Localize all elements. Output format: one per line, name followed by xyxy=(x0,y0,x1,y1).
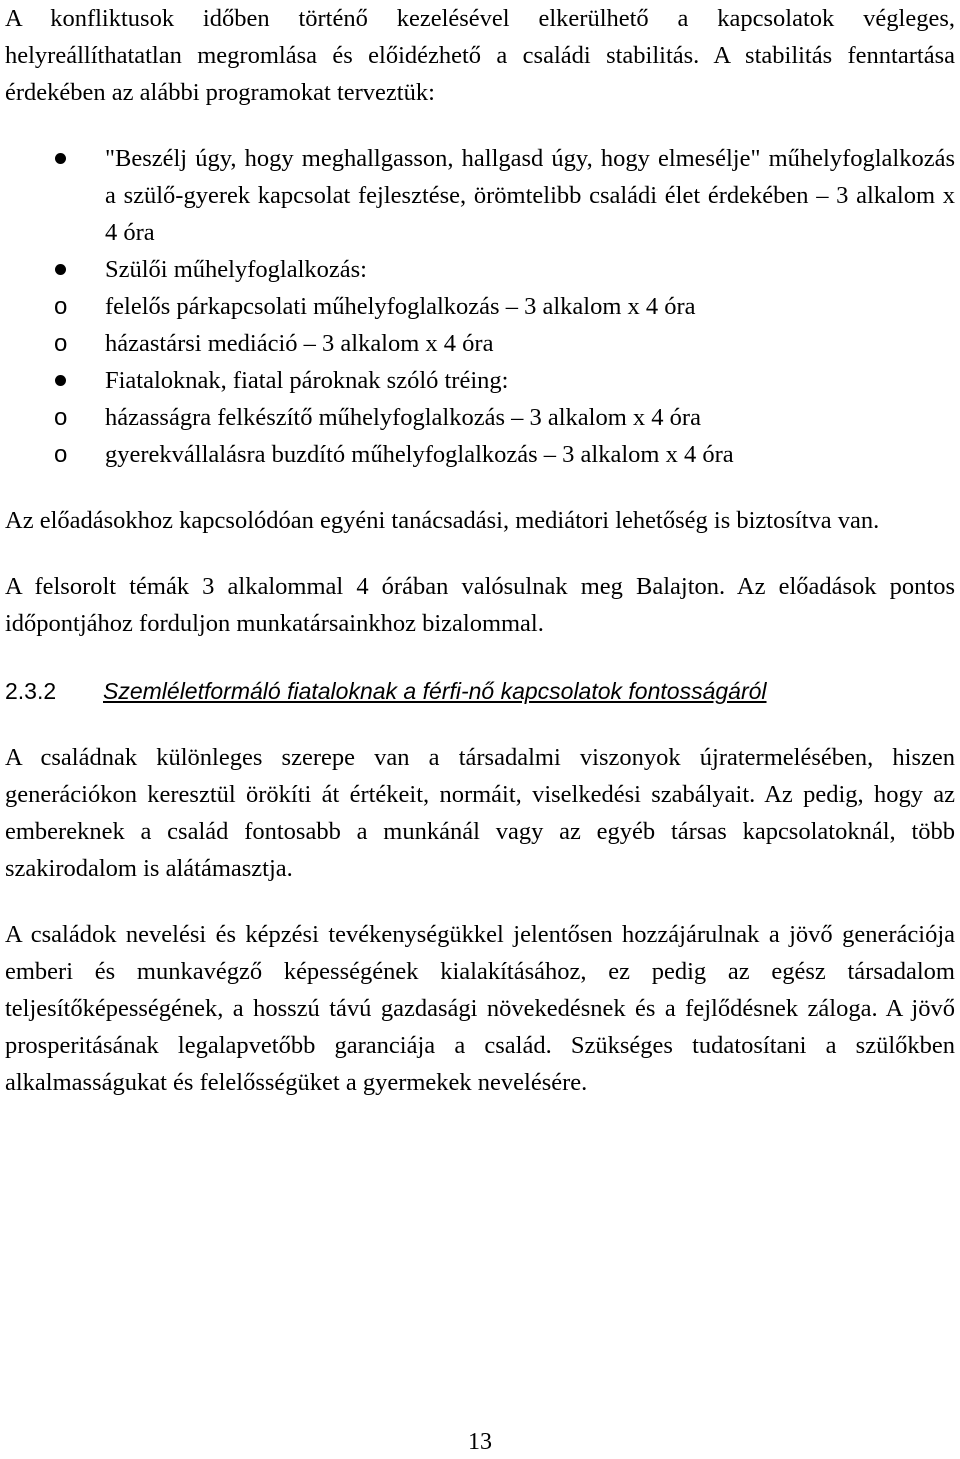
program-item xyxy=(5,251,955,288)
counseling-paragraph: Az előadásokhoz kapcsolódóan egyéni tanácsadási, mediátori lehetőség is biztosítva van. xyxy=(5,507,880,534)
sub-program-item xyxy=(5,288,955,325)
schedule-paragraph: A felsorolt témák 3 alkalommal 4 órában valósulnak meg Balajton. Az előadások pontos időpontjához forduljon munkatársainkhoz bizalommal. xyxy=(5,573,955,637)
section-number: 2.3.2 xyxy=(5,678,57,704)
intro-paragraph: A konfliktusok időben történő kezelésével elkerülhető a kapcsolatok végleges, helyreállíthatatlan megromlása és előidézhető a családi stabilitás. A stabilitás fenntartása érdekében az alábbi programokat terveztük: xyxy=(5,5,955,106)
program-item xyxy=(5,362,955,399)
section-title: Szemléletformáló fiataloknak a férfi-nő kapcsolatok fontosságáról xyxy=(103,678,767,704)
page-number: 13 xyxy=(468,1429,492,1455)
bullet-icon xyxy=(55,375,66,386)
program-text: Szülői műhelyfoglalkozás: xyxy=(105,256,367,283)
family-education-paragraph: A családok nevelési és képzési tevékenységükkel jelentősen hozzájárulnak a jövő generációja emberi és munkavégző képességének kialakításához, ez pedig az egész társadalom teljesítőképességének, a hosszú távú gazdasági növekedésnek és a fejlődésnek záloga. A jövő prosperitásának legalapvetőbb garanciája a család. Szükséges tudatosítani a szülőkben alkalmasságukat és felelősségüket a gyermekek nevelésére. xyxy=(5,921,955,1096)
circle-bullet-icon: o xyxy=(54,330,68,357)
sub-program-text: felelős párkapcsolati műhelyfoglalkozás – 3 alkalom x 4 óra xyxy=(105,293,696,320)
program-text: Fiataloknak, fiatal pároknak szóló tréing: xyxy=(105,367,509,394)
program-item xyxy=(5,140,955,251)
bullet-icon xyxy=(55,264,66,275)
sub-program-item xyxy=(5,436,955,473)
sub-program-list xyxy=(5,399,955,473)
circle-bullet-icon: o xyxy=(54,404,68,431)
sub-program-list xyxy=(5,288,955,362)
circle-bullet-icon: o xyxy=(54,293,68,320)
section-heading xyxy=(5,673,955,710)
sub-program-text: házastársi mediáció – 3 alkalom x 4 óra xyxy=(105,330,494,357)
document-page xyxy=(5,0,955,1101)
program-text: "Beszélj úgy, hogy meghallgasson, hallgasd úgy, hogy elmesélje" műhelyfoglalkozás a szülő-gyerek kapcsolat fejlesztése, örömtelibb családi élet érdekében – 3 alkalom x 4 óra xyxy=(105,145,955,246)
sub-program-item xyxy=(5,399,955,436)
program-list xyxy=(5,362,955,399)
family-role-paragraph: A családnak különleges szerepe van a társadalmi viszonyok újratermelésében, hiszen generációkon keresztül örökíti át értékeit, normáit, viselkedési szabályait. Az pedig, hogy az embereknek a család fontosabb a munkánál vagy az egyéb társas kapcsolatoknál, több szakirodalom is alátámasztja. xyxy=(5,744,955,882)
program-list xyxy=(5,140,955,288)
sub-program-item xyxy=(5,325,955,362)
sub-program-text: házasságra felkészítő műhelyfoglalkozás – 3 alkalom x 4 óra xyxy=(105,404,701,431)
sub-program-text: gyerekvállalásra buzdító műhelyfoglalkozás – 3 alkalom x 4 óra xyxy=(105,441,734,468)
circle-bullet-icon: o xyxy=(54,441,68,468)
bullet-icon xyxy=(55,153,66,164)
